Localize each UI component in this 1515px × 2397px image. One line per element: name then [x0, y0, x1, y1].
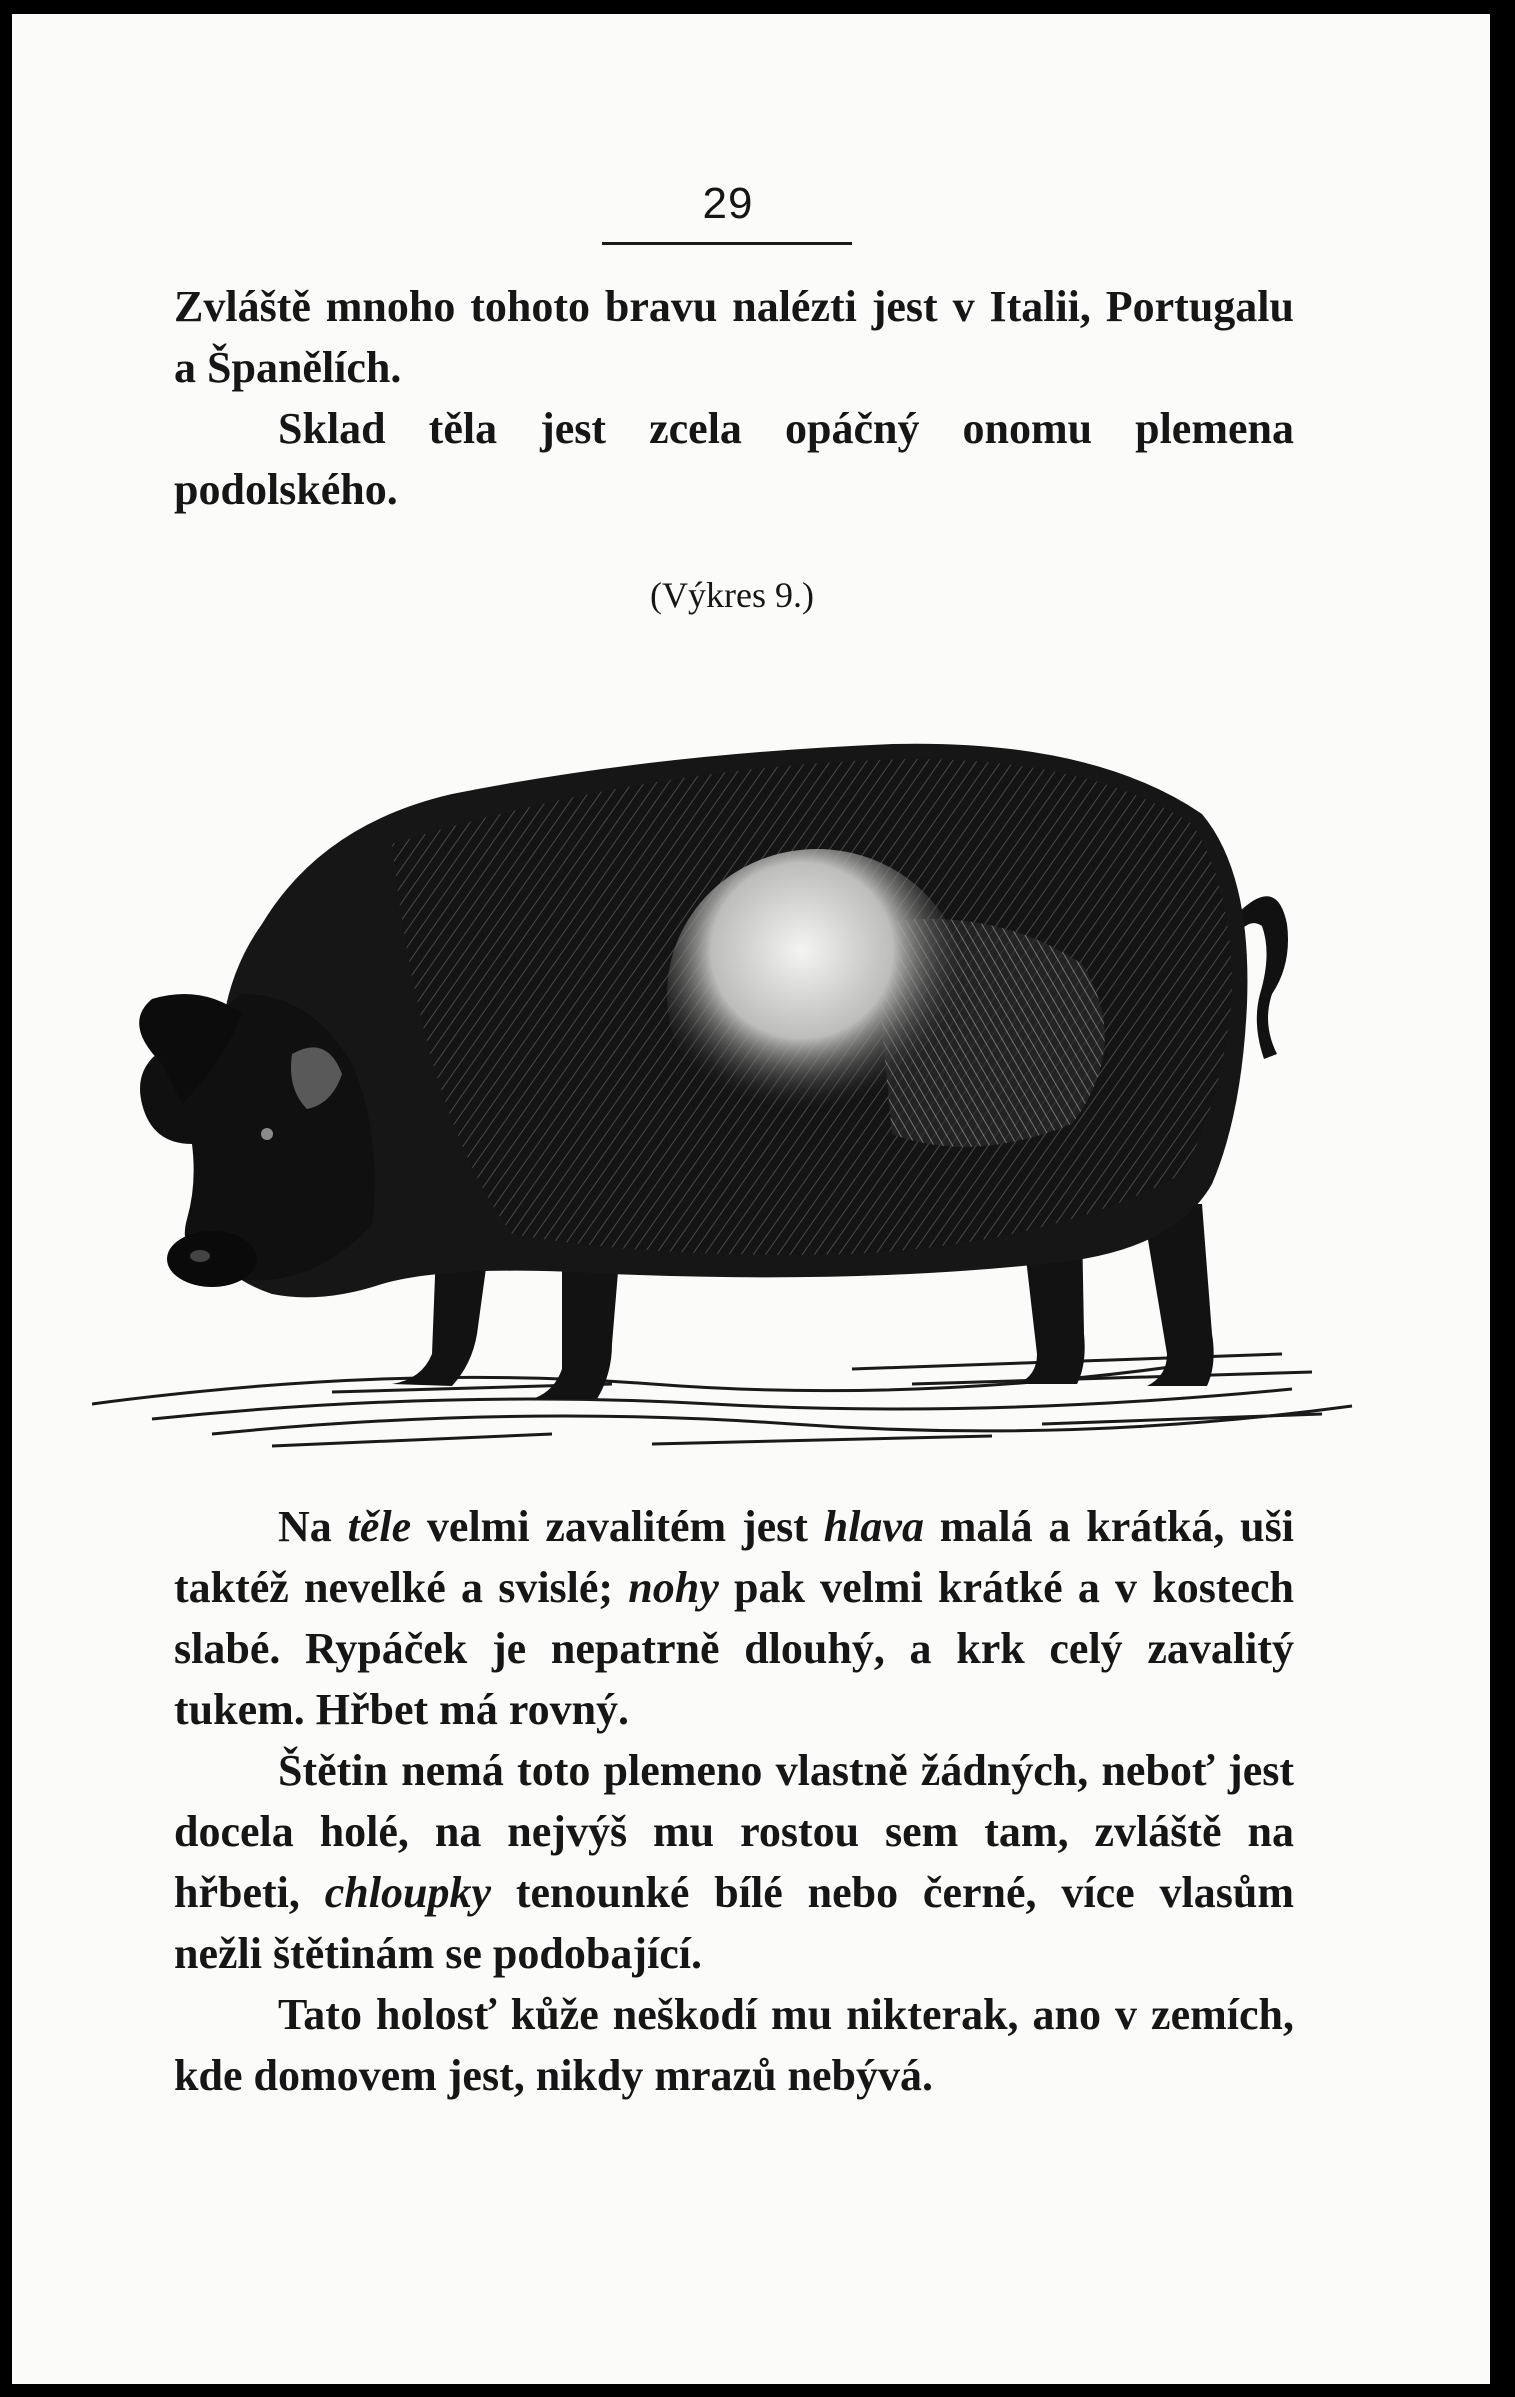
paragraph-2: Sklad těla jest zcela opáčný onomu plemena podolského. [174, 404, 1294, 514]
pig-illustration [92, 664, 1392, 1464]
paragraph-5: Tato holosť kůže neškodí mu nikterak, ano v zemích, kde domovem jest, nikdy mrazů nebývá. [174, 1990, 1294, 2100]
paragraph-1: Zvláště mnoho tohoto bravu nalézti jest v Italii, Portugalu a Španělích. [174, 282, 1294, 392]
pig-snout [167, 1231, 257, 1287]
figure-caption: (Výkres 9.) [650, 575, 814, 615]
page-number: 29 [702, 179, 754, 228]
paragraph-3: Na těle velmi zavalitém jest hlava malá a krátká, uši taktéž nevelké a svislé; nohy pak velmi krátké a v kostech slabé. Rypáček je nepatrně dlouhý, a krk celý zavalitý tukem. Hřbet má rovný. [174, 1502, 1295, 1734]
pig-eye [261, 1128, 273, 1140]
book-page [12, 14, 1490, 2384]
header-rule [602, 242, 852, 245]
paragraph-4: Štětin nemá toto plemeno vlastně žádných, neboť jest docela holé, na nejvýš mu rostou sem tam, zvláště na hřbeti, chloupky tenounké bílé nebo černé, více vlasům nežli štětinám se podobající. [174, 1746, 1294, 1978]
top-text [174, 276, 1294, 520]
pig-highlight [667, 849, 967, 1139]
bottom-text [174, 1496, 1294, 2106]
ground-lines [92, 1354, 1352, 1446]
